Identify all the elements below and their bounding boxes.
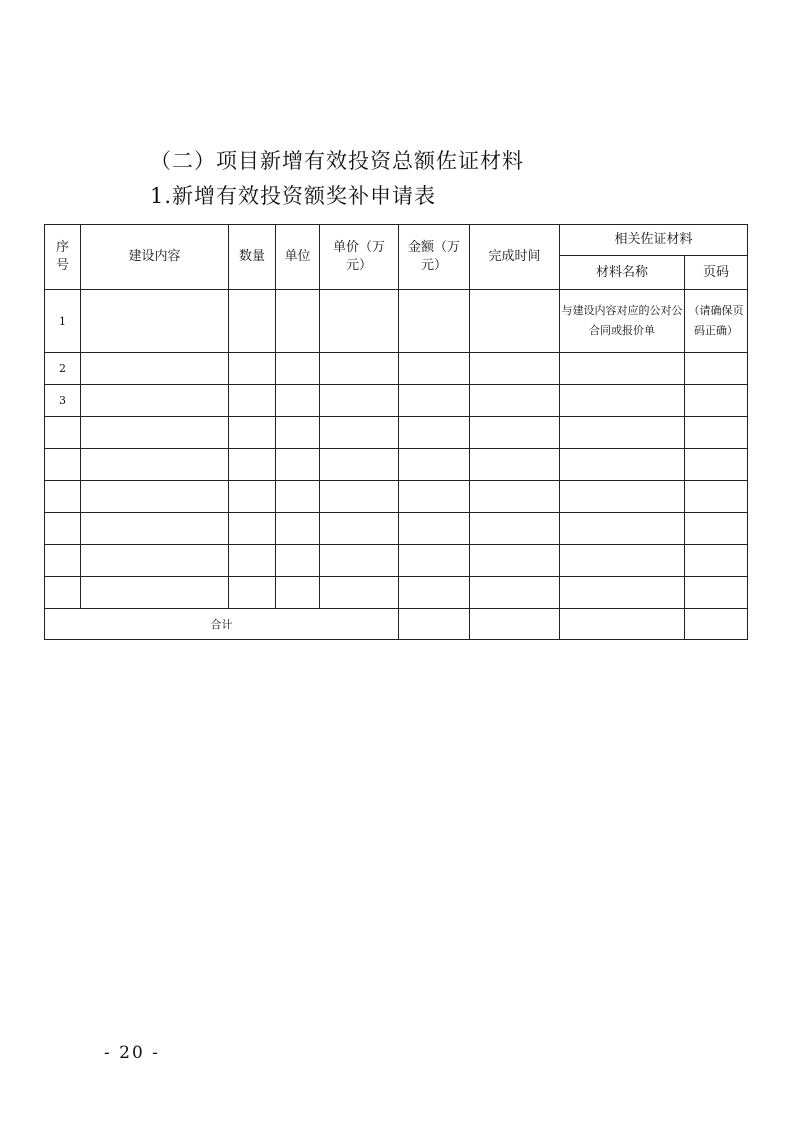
cell-unit-price[interactable] [320, 545, 399, 577]
cell-unit-price[interactable] [320, 290, 399, 353]
cell-unit-price[interactable] [320, 577, 399, 609]
cell-unit[interactable] [276, 353, 320, 385]
cell-amount[interactable] [399, 290, 470, 353]
cell-page-no[interactable] [685, 385, 748, 417]
cell-material-name[interactable] [560, 481, 685, 513]
table-row [45, 353, 748, 385]
cell-unit[interactable] [276, 513, 320, 545]
cell-unit-price[interactable] [320, 353, 399, 385]
header-content: 建设内容 [81, 225, 229, 290]
cell-amount[interactable] [399, 385, 470, 417]
cell-completion-time[interactable] [470, 385, 560, 417]
cell-page-no[interactable] [685, 513, 748, 545]
cell-amount[interactable] [399, 481, 470, 513]
cell-unit-price[interactable] [320, 385, 399, 417]
cell-quantity[interactable] [229, 449, 276, 481]
cell-material-name[interactable] [560, 417, 685, 449]
cell-unit[interactable] [276, 417, 320, 449]
cell-page-no[interactable] [685, 577, 748, 609]
cell-unit[interactable] [276, 545, 320, 577]
cell-page-no[interactable] [685, 449, 748, 481]
cell-page-no[interactable] [685, 481, 748, 513]
cell-page-no[interactable]: （请确保页码正确） [685, 290, 748, 353]
cell-unit[interactable] [276, 385, 320, 417]
cell-unit[interactable] [276, 481, 320, 513]
header-material-name: 材料名称 [560, 256, 685, 290]
table-row [45, 385, 748, 417]
header-completion-time: 完成时间 [470, 225, 560, 290]
cell-quantity[interactable] [229, 385, 276, 417]
cell-material-name[interactable] [560, 449, 685, 481]
cell-seq [45, 513, 81, 545]
cell-content[interactable] [81, 385, 229, 417]
cell-unit-price[interactable] [320, 449, 399, 481]
cell-unit-price[interactable] [320, 481, 399, 513]
cell-quantity[interactable] [229, 290, 276, 353]
cell-amount[interactable] [399, 449, 470, 481]
cell-completion-time[interactable] [470, 449, 560, 481]
cell-amount[interactable] [399, 417, 470, 449]
cell-material-name[interactable] [560, 385, 685, 417]
cell-material-name[interactable] [560, 513, 685, 545]
cell-page-no[interactable] [685, 353, 748, 385]
cell-completion-time[interactable] [470, 290, 560, 353]
header-unit-price: 单价（万元） [320, 225, 399, 290]
total-completion-cell[interactable] [470, 609, 560, 640]
cell-amount[interactable] [399, 353, 470, 385]
total-row [45, 609, 748, 640]
cell-seq [45, 545, 81, 577]
cell-quantity[interactable] [229, 513, 276, 545]
total-material-cell[interactable] [560, 609, 685, 640]
cell-completion-time[interactable] [470, 545, 560, 577]
table-row [45, 290, 748, 353]
header-evidence: 相关佐证材料 [560, 225, 748, 256]
cell-quantity[interactable] [229, 545, 276, 577]
cell-content[interactable] [81, 417, 229, 449]
cell-seq: 3 [45, 385, 81, 417]
total-page-cell[interactable] [685, 609, 748, 640]
table-body [45, 290, 748, 640]
header-unit: 单位 [276, 225, 320, 290]
cell-material-name[interactable]: 与建设内容对应的公对公合同或报价单 [560, 290, 685, 353]
cell-seq: 1 [45, 290, 81, 353]
cell-unit[interactable] [276, 577, 320, 609]
cell-seq [45, 449, 81, 481]
cell-quantity[interactable] [229, 577, 276, 609]
cell-quantity[interactable] [229, 481, 276, 513]
cell-content[interactable] [81, 290, 229, 353]
cell-seq [45, 481, 81, 513]
cell-content[interactable] [81, 513, 229, 545]
total-label: 合计 [45, 609, 399, 640]
total-amount-cell[interactable] [399, 609, 470, 640]
table-row [45, 513, 748, 545]
cell-amount[interactable] [399, 577, 470, 609]
cell-content[interactable] [81, 545, 229, 577]
table-header-row [45, 225, 748, 256]
cell-content[interactable] [81, 449, 229, 481]
cell-unit-price[interactable] [320, 513, 399, 545]
subsection-title: 1.新增有效投资额奖补申请表 [150, 184, 437, 208]
cell-material-name[interactable] [560, 577, 685, 609]
cell-completion-time[interactable] [470, 481, 560, 513]
subsidy-application-table [44, 224, 748, 640]
table-row [45, 449, 748, 481]
cell-content[interactable] [81, 353, 229, 385]
table-row [45, 545, 748, 577]
cell-amount[interactable] [399, 545, 470, 577]
table-row [45, 577, 748, 609]
cell-seq: 2 [45, 353, 81, 385]
cell-unit[interactable] [276, 290, 320, 353]
section-title: （二）项目新增有效投资总额佐证材料 [150, 149, 524, 173]
page-number: - 20 - [104, 1043, 160, 1063]
cell-completion-time[interactable] [470, 577, 560, 609]
header-quantity: 数量 [229, 225, 276, 290]
header-page-no: 页码 [685, 256, 748, 290]
cell-material-name[interactable] [560, 545, 685, 577]
cell-material-name[interactable] [560, 353, 685, 385]
cell-quantity[interactable] [229, 417, 276, 449]
cell-completion-time[interactable] [470, 513, 560, 545]
header-amount: 金额（万元） [399, 225, 470, 290]
cell-page-no[interactable] [685, 545, 748, 577]
table-row [45, 417, 748, 449]
cell-content[interactable] [81, 577, 229, 609]
cell-quantity[interactable] [229, 353, 276, 385]
cell-content[interactable] [81, 481, 229, 513]
table-row [45, 481, 748, 513]
header-seq: 序号 [45, 225, 81, 290]
cell-unit-price[interactable] [320, 417, 399, 449]
cell-unit[interactable] [276, 449, 320, 481]
cell-completion-time[interactable] [470, 417, 560, 449]
cell-page-no[interactable] [685, 417, 748, 449]
cell-amount[interactable] [399, 513, 470, 545]
cell-completion-time[interactable] [470, 353, 560, 385]
cell-seq [45, 417, 81, 449]
cell-seq [45, 577, 81, 609]
